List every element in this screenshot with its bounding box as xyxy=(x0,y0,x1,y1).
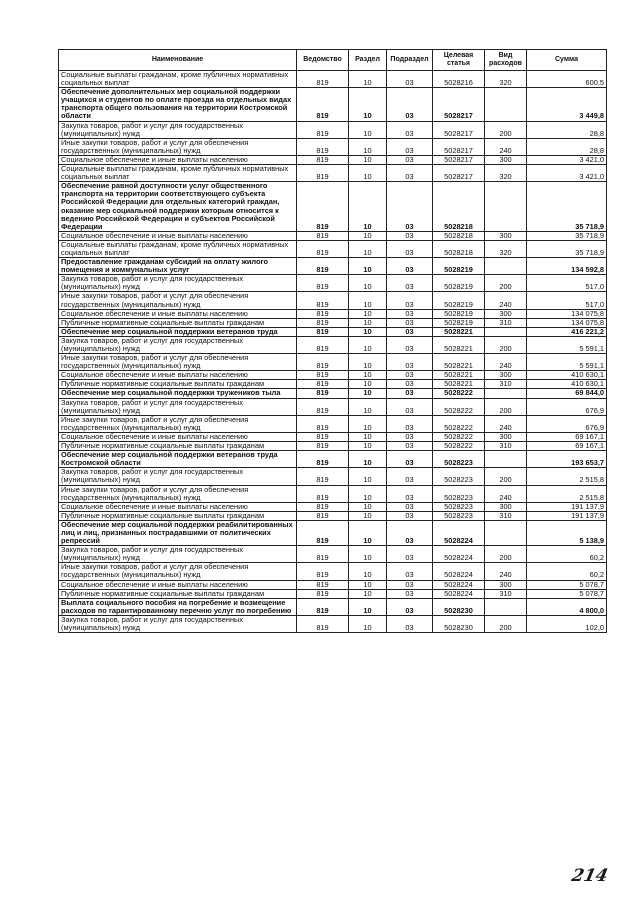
cell-target: 5028218 xyxy=(433,231,485,240)
cell-subsection: 03 xyxy=(387,182,433,232)
table-row xyxy=(59,546,607,563)
cell-sum: 3 449,8 xyxy=(527,88,607,121)
table-row xyxy=(59,589,607,598)
cell-name: Обеспечение дополнительных мер социальной поддержки учащихся и студентов по оплате проезда на отдельных видах транспорта общего пользования на территории Костромской области xyxy=(59,88,297,121)
cell-target: 5028218 xyxy=(433,182,485,232)
cell-subsection: 03 xyxy=(387,520,433,545)
cell-name: Иные закупки товаров, работ и услуг для обеспечения государственных (муниципальных) нужд xyxy=(59,415,297,432)
cell-subsection: 03 xyxy=(387,389,433,398)
cell-sum: 676,9 xyxy=(527,398,607,415)
cell-sum: 5 591,1 xyxy=(527,336,607,353)
cell-section: 10 xyxy=(349,138,387,155)
cell-section: 10 xyxy=(349,580,387,589)
table-row xyxy=(59,511,607,520)
cell-target: 5028222 xyxy=(433,432,485,441)
cell-sum: 69 844,0 xyxy=(527,389,607,398)
cell-dept: 819 xyxy=(297,563,349,580)
table-row xyxy=(59,155,607,164)
cell-sum: 410 630,1 xyxy=(527,380,607,389)
cell-expense: 240 xyxy=(485,415,527,432)
header-subsection: Подраздел xyxy=(387,50,433,71)
cell-target: 5028224 xyxy=(433,580,485,589)
cell-dept: 819 xyxy=(297,451,349,468)
cell-sum: 5 591,1 xyxy=(527,354,607,371)
cell-section: 10 xyxy=(349,71,387,88)
cell-sum: 35 718,9 xyxy=(527,182,607,232)
cell-dept: 819 xyxy=(297,589,349,598)
cell-subsection: 03 xyxy=(387,155,433,164)
cell-target: 5028222 xyxy=(433,398,485,415)
table-row xyxy=(59,563,607,580)
cell-section: 10 xyxy=(349,520,387,545)
cell-target: 5028216 xyxy=(433,71,485,88)
cell-section: 10 xyxy=(349,468,387,485)
cell-expense: 320 xyxy=(485,71,527,88)
cell-expense: 240 xyxy=(485,292,527,309)
header-sum: Сумма xyxy=(527,50,607,71)
cell-dept: 819 xyxy=(297,511,349,520)
cell-section: 10 xyxy=(349,511,387,520)
cell-name: Обеспечение мер социальной поддержки ветеранов труда xyxy=(59,327,297,336)
cell-sum: 3 421,0 xyxy=(527,155,607,164)
cell-target: 5028223 xyxy=(433,485,485,502)
cell-name: Социальные выплаты гражданам, кроме публичных нормативных социальных выплат xyxy=(59,240,297,257)
cell-section: 10 xyxy=(349,354,387,371)
table-row xyxy=(59,398,607,415)
cell-section: 10 xyxy=(349,182,387,232)
cell-target: 5028217 xyxy=(433,88,485,121)
cell-subsection: 03 xyxy=(387,327,433,336)
cell-name: Закупка товаров, работ и услуг для государственных (муниципальных) нужд xyxy=(59,275,297,292)
table-row xyxy=(59,415,607,432)
cell-expense xyxy=(485,258,527,275)
cell-sum: 5 078,7 xyxy=(527,580,607,589)
cell-expense: 240 xyxy=(485,563,527,580)
cell-sum: 191 137,9 xyxy=(527,511,607,520)
cell-expense: 200 xyxy=(485,468,527,485)
cell-sum: 69 167,1 xyxy=(527,442,607,451)
cell-target: 5028223 xyxy=(433,511,485,520)
cell-expense xyxy=(485,520,527,545)
header-target: Целевая статья xyxy=(433,50,485,71)
cell-expense: 200 xyxy=(485,336,527,353)
cell-name: Публичные нормативные социальные выплаты гражданам xyxy=(59,511,297,520)
cell-expense: 300 xyxy=(485,371,527,380)
cell-target: 5028224 xyxy=(433,546,485,563)
cell-dept: 819 xyxy=(297,415,349,432)
cell-target: 5028224 xyxy=(433,589,485,598)
cell-sum: 410 630,1 xyxy=(527,371,607,380)
cell-expense: 200 xyxy=(485,615,527,632)
cell-dept: 819 xyxy=(297,138,349,155)
cell-sum: 517,0 xyxy=(527,292,607,309)
cell-dept: 819 xyxy=(297,398,349,415)
cell-target: 5028224 xyxy=(433,520,485,545)
table-row xyxy=(59,165,607,182)
cell-name: Закупка товаров, работ и услуг для государственных (муниципальных) нужд xyxy=(59,398,297,415)
cell-dept: 819 xyxy=(297,258,349,275)
cell-expense: 300 xyxy=(485,432,527,441)
cell-target: 5028221 xyxy=(433,336,485,353)
cell-name: Публичные нормативные социальные выплаты гражданам xyxy=(59,589,297,598)
cell-subsection: 03 xyxy=(387,275,433,292)
cell-target: 5028222 xyxy=(433,415,485,432)
cell-subsection: 03 xyxy=(387,415,433,432)
cell-subsection: 03 xyxy=(387,502,433,511)
cell-name: Закупка товаров, работ и услуг для государственных (муниципальных) нужд xyxy=(59,546,297,563)
cell-section: 10 xyxy=(349,318,387,327)
cell-subsection: 03 xyxy=(387,380,433,389)
cell-subsection: 03 xyxy=(387,371,433,380)
cell-subsection: 03 xyxy=(387,354,433,371)
page-number: 214 xyxy=(569,866,610,886)
cell-section: 10 xyxy=(349,415,387,432)
cell-section: 10 xyxy=(349,258,387,275)
cell-expense: 300 xyxy=(485,580,527,589)
cell-dept: 819 xyxy=(297,275,349,292)
cell-sum: 35 718,9 xyxy=(527,231,607,240)
cell-subsection: 03 xyxy=(387,432,433,441)
cell-sum: 2 515,8 xyxy=(527,485,607,502)
cell-dept: 819 xyxy=(297,598,349,615)
cell-sum: 5 078,7 xyxy=(527,589,607,598)
cell-name: Иные закупки товаров, работ и услуг для обеспечения государственных (муниципальных) нужд xyxy=(59,138,297,155)
cell-sum: 191 137,9 xyxy=(527,502,607,511)
cell-subsection: 03 xyxy=(387,589,433,598)
cell-section: 10 xyxy=(349,327,387,336)
cell-target: 5028230 xyxy=(433,598,485,615)
cell-target: 5028222 xyxy=(433,442,485,451)
cell-name: Социальные выплаты гражданам, кроме публичных нормативных социальных выплат xyxy=(59,71,297,88)
cell-sum: 2 515,8 xyxy=(527,468,607,485)
cell-subsection: 03 xyxy=(387,615,433,632)
header-expense: Вид расходов xyxy=(485,50,527,71)
cell-dept: 819 xyxy=(297,520,349,545)
cell-dept: 819 xyxy=(297,71,349,88)
cell-expense xyxy=(485,598,527,615)
cell-expense: 300 xyxy=(485,155,527,164)
table-row xyxy=(59,182,607,232)
cell-subsection: 03 xyxy=(387,138,433,155)
cell-expense: 200 xyxy=(485,398,527,415)
cell-dept: 819 xyxy=(297,231,349,240)
cell-section: 10 xyxy=(349,451,387,468)
cell-expense: 300 xyxy=(485,309,527,318)
cell-sum: 60,2 xyxy=(527,563,607,580)
cell-subsection: 03 xyxy=(387,485,433,502)
cell-expense: 310 xyxy=(485,318,527,327)
cell-sum: 28,8 xyxy=(527,121,607,138)
cell-target: 5028219 xyxy=(433,309,485,318)
cell-expense: 310 xyxy=(485,589,527,598)
cell-target: 5028219 xyxy=(433,275,485,292)
cell-name: Закупка товаров, работ и услуг для государственных (муниципальных) нужд xyxy=(59,336,297,353)
cell-section: 10 xyxy=(349,371,387,380)
cell-dept: 819 xyxy=(297,121,349,138)
table-row xyxy=(59,580,607,589)
table-row xyxy=(59,121,607,138)
table-row xyxy=(59,468,607,485)
cell-subsection: 03 xyxy=(387,598,433,615)
cell-target: 5028217 xyxy=(433,165,485,182)
cell-expense xyxy=(485,389,527,398)
cell-expense: 200 xyxy=(485,275,527,292)
cell-section: 10 xyxy=(349,275,387,292)
cell-dept: 819 xyxy=(297,615,349,632)
cell-section: 10 xyxy=(349,380,387,389)
cell-expense: 320 xyxy=(485,240,527,257)
cell-dept: 819 xyxy=(297,88,349,121)
table-row xyxy=(59,389,607,398)
cell-sum: 134 075,8 xyxy=(527,318,607,327)
cell-name: Выплата социального пособия на погребение и возмещение расходов по гарантированному перечню услуг по погребению xyxy=(59,598,297,615)
cell-name: Социальное обеспечение и иные выплаты населению xyxy=(59,309,297,318)
cell-name: Социальное обеспечение и иные выплаты населению xyxy=(59,432,297,441)
cell-name: Предоставление гражданам субсидий на оплату жилого помещения и коммунальных услуг xyxy=(59,258,297,275)
table-row xyxy=(59,292,607,309)
cell-name: Социальное обеспечение и иные выплаты населению xyxy=(59,502,297,511)
cell-section: 10 xyxy=(349,432,387,441)
cell-target: 5028217 xyxy=(433,121,485,138)
cell-expense: 240 xyxy=(485,485,527,502)
cell-subsection: 03 xyxy=(387,442,433,451)
cell-sum: 102,0 xyxy=(527,615,607,632)
cell-expense: 310 xyxy=(485,511,527,520)
cell-section: 10 xyxy=(349,598,387,615)
table-row xyxy=(59,502,607,511)
cell-target: 5028219 xyxy=(433,258,485,275)
cell-expense: 200 xyxy=(485,546,527,563)
cell-section: 10 xyxy=(349,563,387,580)
cell-dept: 819 xyxy=(297,546,349,563)
cell-subsection: 03 xyxy=(387,231,433,240)
cell-dept: 819 xyxy=(297,182,349,232)
cell-target: 5028219 xyxy=(433,292,485,309)
cell-sum: 676,9 xyxy=(527,415,607,432)
header-section: Раздел xyxy=(349,50,387,71)
cell-target: 5028217 xyxy=(433,155,485,164)
table-row xyxy=(59,598,607,615)
cell-section: 10 xyxy=(349,485,387,502)
cell-subsection: 03 xyxy=(387,71,433,88)
cell-dept: 819 xyxy=(297,165,349,182)
cell-subsection: 03 xyxy=(387,580,433,589)
cell-name: Социальное обеспечение и иные выплаты населению xyxy=(59,231,297,240)
cell-expense xyxy=(485,88,527,121)
cell-subsection: 03 xyxy=(387,240,433,257)
cell-section: 10 xyxy=(349,292,387,309)
cell-dept: 819 xyxy=(297,468,349,485)
table-row xyxy=(59,231,607,240)
cell-subsection: 03 xyxy=(387,309,433,318)
cell-sum: 517,0 xyxy=(527,275,607,292)
cell-sum: 35 718,9 xyxy=(527,240,607,257)
cell-dept: 819 xyxy=(297,580,349,589)
cell-target: 5028222 xyxy=(433,389,485,398)
cell-name: Обеспечение мер социальной поддержки ветеранов труда Костромской области xyxy=(59,451,297,468)
cell-dept: 819 xyxy=(297,432,349,441)
cell-expense: 200 xyxy=(485,121,527,138)
cell-subsection: 03 xyxy=(387,546,433,563)
table-row xyxy=(59,432,607,441)
cell-expense xyxy=(485,451,527,468)
table-row xyxy=(59,275,607,292)
cell-dept: 819 xyxy=(297,240,349,257)
cell-name: Публичные нормативные социальные выплаты гражданам xyxy=(59,318,297,327)
cell-name: Иные закупки товаров, работ и услуг для обеспечения государственных (муниципальных) нужд xyxy=(59,485,297,502)
cell-section: 10 xyxy=(349,442,387,451)
cell-target: 5028217 xyxy=(433,138,485,155)
cell-target: 5028221 xyxy=(433,380,485,389)
cell-sum: 193 653,7 xyxy=(527,451,607,468)
cell-sum: 60,2 xyxy=(527,546,607,563)
cell-expense: 240 xyxy=(485,354,527,371)
table-row xyxy=(59,451,607,468)
table-row xyxy=(59,71,607,88)
cell-target: 5028219 xyxy=(433,318,485,327)
cell-subsection: 03 xyxy=(387,258,433,275)
budget-table xyxy=(58,49,607,633)
cell-expense: 300 xyxy=(485,231,527,240)
cell-expense xyxy=(485,327,527,336)
cell-name: Обеспечение мер социальной поддержки реабилитированных лиц и лиц, признанных пострадавшими от политических репрессий xyxy=(59,520,297,545)
cell-dept: 819 xyxy=(297,318,349,327)
cell-section: 10 xyxy=(349,615,387,632)
cell-section: 10 xyxy=(349,389,387,398)
cell-dept: 819 xyxy=(297,292,349,309)
cell-expense: 320 xyxy=(485,165,527,182)
cell-sum: 416 221,2 xyxy=(527,327,607,336)
cell-sum: 134 592,8 xyxy=(527,258,607,275)
cell-name: Закупка товаров, работ и услуг для государственных (муниципальных) нужд xyxy=(59,468,297,485)
cell-section: 10 xyxy=(349,336,387,353)
cell-sum: 134 075,8 xyxy=(527,309,607,318)
cell-target: 5028221 xyxy=(433,371,485,380)
cell-dept: 819 xyxy=(297,309,349,318)
cell-sum: 5 138,9 xyxy=(527,520,607,545)
cell-subsection: 03 xyxy=(387,292,433,309)
table-row xyxy=(59,380,607,389)
cell-subsection: 03 xyxy=(387,121,433,138)
cell-dept: 819 xyxy=(297,371,349,380)
cell-target: 5028224 xyxy=(433,563,485,580)
cell-name: Иные закупки товаров, работ и услуг для обеспечения государственных (муниципальных) нужд xyxy=(59,354,297,371)
cell-name: Обеспечение мер социальной поддержки тружеников тыла xyxy=(59,389,297,398)
cell-target: 5028230 xyxy=(433,615,485,632)
cell-sum: 4 800,0 xyxy=(527,598,607,615)
cell-subsection: 03 xyxy=(387,511,433,520)
cell-dept: 819 xyxy=(297,502,349,511)
cell-name: Закупка товаров, работ и услуг для государственных (муниципальных) нужд xyxy=(59,615,297,632)
cell-name: Публичные нормативные социальные выплаты гражданам xyxy=(59,442,297,451)
table-row xyxy=(59,615,607,632)
cell-target: 5028223 xyxy=(433,468,485,485)
cell-sum: 69 167,1 xyxy=(527,432,607,441)
cell-name: Социальное обеспечение и иные выплаты населению xyxy=(59,155,297,164)
cell-name: Публичные нормативные социальные выплаты гражданам xyxy=(59,380,297,389)
cell-subsection: 03 xyxy=(387,563,433,580)
cell-dept: 819 xyxy=(297,485,349,502)
cell-name: Обеспечение равной доступности услуг общественного транспорта на территории соответствующего субъекта Российской Федерации для отдельных категорий граждан, оказание мер социальной поддержки которым относится к ведению Российской Федерации и субъектов Российской Федерации xyxy=(59,182,297,232)
table-row xyxy=(59,327,607,336)
table-row xyxy=(59,240,607,257)
cell-section: 10 xyxy=(349,398,387,415)
cell-dept: 819 xyxy=(297,380,349,389)
cell-subsection: 03 xyxy=(387,88,433,121)
cell-target: 5028221 xyxy=(433,354,485,371)
table-body xyxy=(59,71,607,633)
table-row xyxy=(59,371,607,380)
cell-subsection: 03 xyxy=(387,336,433,353)
table-row xyxy=(59,318,607,327)
cell-expense: 240 xyxy=(485,138,527,155)
cell-section: 10 xyxy=(349,165,387,182)
cell-subsection: 03 xyxy=(387,318,433,327)
cell-dept: 819 xyxy=(297,336,349,353)
cell-section: 10 xyxy=(349,88,387,121)
cell-expense: 300 xyxy=(485,502,527,511)
table-row xyxy=(59,309,607,318)
cell-subsection: 03 xyxy=(387,451,433,468)
header-name: Наименование xyxy=(59,50,297,71)
cell-expense xyxy=(485,182,527,232)
cell-subsection: 03 xyxy=(387,468,433,485)
cell-dept: 819 xyxy=(297,389,349,398)
table-row xyxy=(59,138,607,155)
cell-sum: 600,5 xyxy=(527,71,607,88)
table-row xyxy=(59,336,607,353)
cell-name: Закупка товаров, работ и услуг для государственных (муниципальных) нужд xyxy=(59,121,297,138)
cell-sum: 3 421,0 xyxy=(527,165,607,182)
cell-dept: 819 xyxy=(297,327,349,336)
cell-name: Социальное обеспечение и иные выплаты населению xyxy=(59,371,297,380)
cell-name: Социальные выплаты гражданам, кроме публичных нормативных социальных выплат xyxy=(59,165,297,182)
cell-section: 10 xyxy=(349,309,387,318)
cell-section: 10 xyxy=(349,240,387,257)
table-row xyxy=(59,88,607,121)
cell-expense: 310 xyxy=(485,380,527,389)
cell-sum: 28,8 xyxy=(527,138,607,155)
cell-subsection: 03 xyxy=(387,398,433,415)
cell-name: Иные закупки товаров, работ и услуг для обеспечения государственных (муниципальных) нужд xyxy=(59,292,297,309)
cell-dept: 819 xyxy=(297,155,349,164)
cell-dept: 819 xyxy=(297,354,349,371)
cell-target: 5028223 xyxy=(433,451,485,468)
cell-section: 10 xyxy=(349,502,387,511)
header-dept: Ведомство xyxy=(297,50,349,71)
cell-section: 10 xyxy=(349,155,387,164)
cell-subsection: 03 xyxy=(387,165,433,182)
cell-name: Иные закупки товаров, работ и услуг для обеспечения государственных (муниципальных) нужд xyxy=(59,563,297,580)
cell-expense: 310 xyxy=(485,442,527,451)
cell-target: 5028223 xyxy=(433,502,485,511)
table-row xyxy=(59,485,607,502)
cell-name: Социальное обеспечение и иные выплаты населению xyxy=(59,580,297,589)
cell-section: 10 xyxy=(349,121,387,138)
cell-target: 5028221 xyxy=(433,327,485,336)
cell-section: 10 xyxy=(349,546,387,563)
cell-target: 5028218 xyxy=(433,240,485,257)
cell-dept: 819 xyxy=(297,442,349,451)
table-row xyxy=(59,258,607,275)
table-row xyxy=(59,520,607,545)
table-header-row xyxy=(59,50,607,71)
cell-section: 10 xyxy=(349,231,387,240)
cell-section: 10 xyxy=(349,589,387,598)
table-row xyxy=(59,442,607,451)
table-row xyxy=(59,354,607,371)
